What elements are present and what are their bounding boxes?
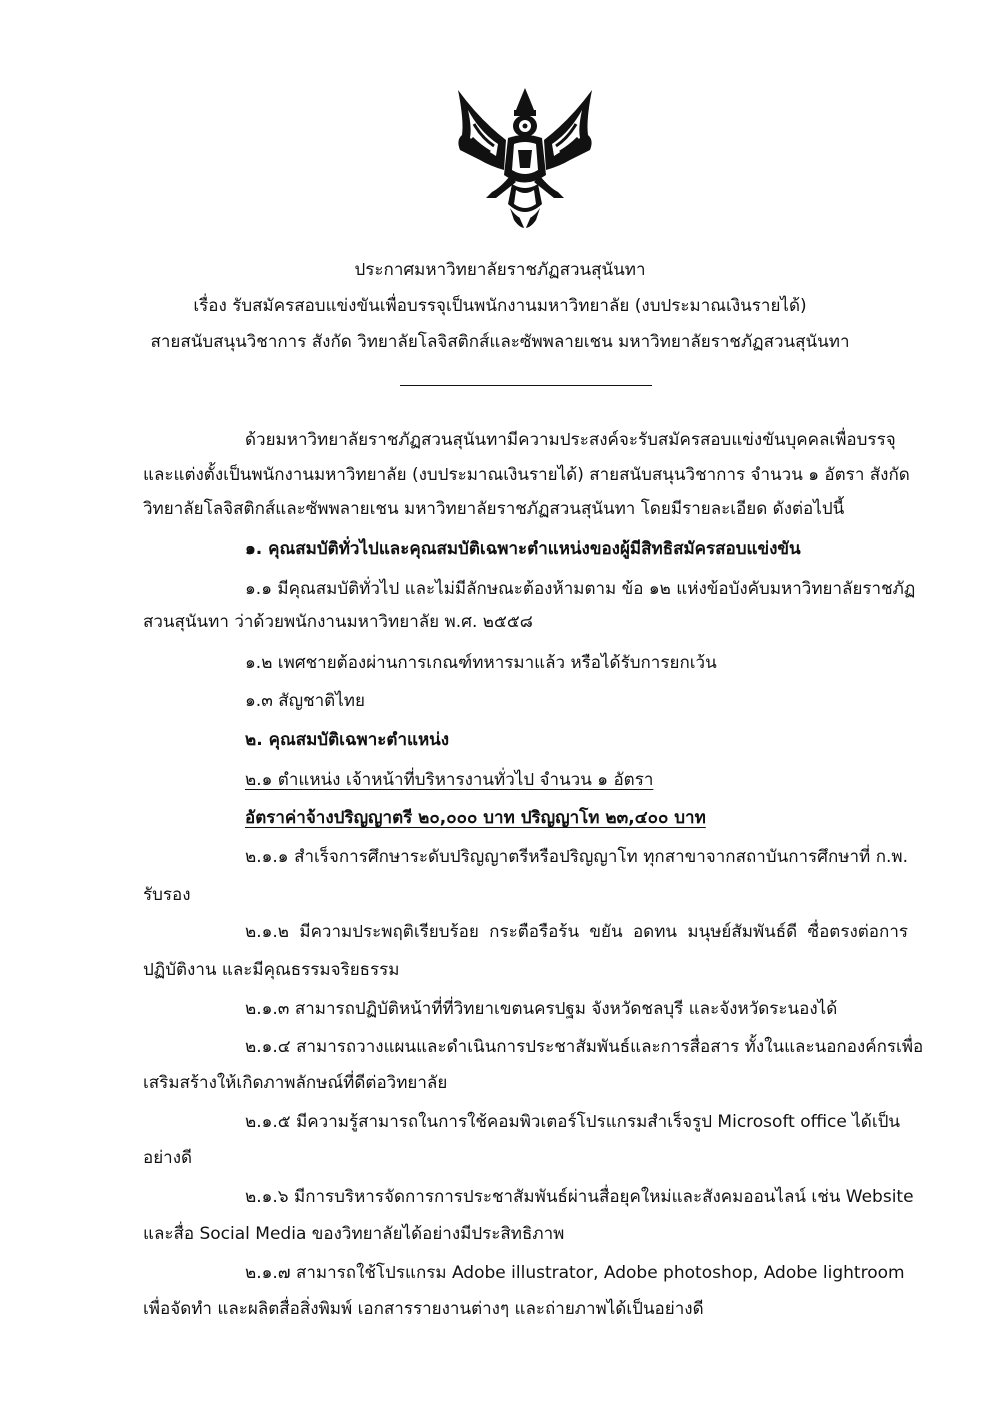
announcement-subtitle: สายสนับสนุนวิชาการ สังกัด วิทยาลัยโลจิสติกส์และซัพพลายเชน มหาวิทยาลัยราชภัฏสวนสุนันทา [150, 332, 850, 352]
announcement-subject: เรื่อง รับสมัครสอบแข่งขันเพื่อบรรจุเป็นพนักงานมหาวิทยาลัย (งบประมาณเงินรายได้) [193, 296, 807, 316]
announcement-title: ประกาศมหาวิทยาลัยราชภัฏสวนสุนันทา [354, 260, 646, 280]
section-1-item-1-line-1: ๑.๑ มีคุณสมบัติทั่วไป และไม่มีลักษณะต้องห้ามตาม ข้อ ๑๒ แห่งข้อบังคับมหาวิทยาลัยราชภัฏ [245, 579, 916, 599]
qualification-7-line-1: ๒.๑.๗ สามารถใช้โปรแกรม Adobe illustrator, Adobe photoshop, Adobe lightroom [245, 1263, 905, 1283]
salary-line [143, 806, 908, 830]
qualification-4-line-2: เสริมสร้างให้เกิดภาพลักษณ์ที่ดีต่อวิทยาลัย [143, 1073, 448, 1093]
intro-line-1: ด้วยมหาวิทยาลัยราชภัฏสวนสุนันทามีความประสงค์จะรับสมัครสอบแข่งขันบุคคลเพื่อบรรจุ [245, 430, 896, 450]
section-1-heading: ๑. คุณสมบัติทั่วไปและคุณสมบัติเฉพาะตำแหน่งของผู้มีสิทธิสมัครสอบแข่งขัน [245, 539, 801, 559]
intro-line-3: วิทยาลัยโลจิสติกส์และซัพพลายเชน มหาวิทยาลัยราชภัฏสวนสุนันทา โดยมีรายละเอียด ดังต่อไปนี้ [143, 499, 845, 519]
qualification-5-line-2: อย่างดี [143, 1148, 193, 1168]
qualification-2-line-1: ๒.๑.๒ มีความประพฤติเรียบร้อย กระตือรือร้น ขยัน อดทน มนุษย์สัมพันธ์ดี ซื่อตรงต่อการ [245, 922, 908, 942]
qualification-4-line-1: ๒.๑.๔ สามารถวางแผนและดำเนินการประชาสัมพันธ์และการสื่อสาร ทั้งในและนอกองค์กรเพื่อ [245, 1037, 924, 1057]
position-title-text: ๒.๑ ตำแหน่ง เจ้าหน้าที่บริหารงานทั่วไป จำนวน ๑ อัตรา [245, 770, 654, 790]
position-title [143, 768, 908, 792]
qualification-7-line-2: เพื่อจัดทำ และผลิตสื่อสิ่งพิมพ์ เอกสารรายงานต่างๆ และถ่ายภาพได้เป็นอย่างดี [143, 1299, 704, 1319]
section-1-item-3: ๑.๓ สัญชาติไทย [245, 691, 365, 711]
qualification-6-line-1: ๒.๑.๖ มีการบริหารจัดการการประชาสัมพันธ์ผ่านสื่อยุคใหม่และสังคมออนไลน์ เช่น Website [245, 1187, 914, 1207]
intro-line-2: และแต่งตั้งเป็นพนักงานมหาวิทยาลัย (งบประมาณเงินรายได้) สายสนับสนุนวิชาการ จำนวน ๑ อัตรา สังกัด [143, 465, 910, 485]
section-1-item-1-line-2: สวนสุนันทา ว่าด้วยพนักงานมหาวิทยาลัย พ.ศ. ๒๕๕๘ [143, 612, 533, 632]
section-1-item-2: ๑.๒ เพศชายต้องผ่านการเกณฑ์ทหารมาแล้ว หรือได้รับการยกเว้น [245, 653, 717, 673]
divider [400, 385, 652, 386]
garuda-emblem-icon [450, 80, 600, 240]
qualification-2-line-2: ปฏิบัติงาน และมีคุณธรรมจริยธรรม [143, 960, 400, 980]
qualification-5-line-1: ๒.๑.๕ มีความรู้สามารถในการใช้คอมพิวเตอร์โปรแกรมสำเร็จรูป Microsoft office ได้เป็น [245, 1112, 901, 1132]
section-2-heading: ๒. คุณสมบัติเฉพาะตำแหน่ง [245, 730, 450, 750]
qualification-6-line-2: และสื่อ Social Media ของวิทยาลัยได้อย่างมีประสิทธิภาพ [143, 1224, 565, 1244]
qualification-1-line-1: ๒.๑.๑ สำเร็จการศึกษาระดับปริญญาตรีหรือปริญญาโท ทุกสาขาจากสถาบันการศึกษาที่ ก.พ. [245, 847, 908, 867]
qualification-1-line-2: รับรอง [143, 885, 191, 905]
salary-text: อัตราค่าจ้างปริญญาตรี ๒๐,๐๐๐ บาท ปริญญาโท ๒๓,๔๐๐ บาท [245, 808, 706, 828]
qualification-3: ๒.๑.๓ สามารถปฏิบัติหน้าที่ที่วิทยาเขตนครปฐม จังหวัดชลบุรี และจังหวัดระนองได้ [245, 999, 838, 1019]
